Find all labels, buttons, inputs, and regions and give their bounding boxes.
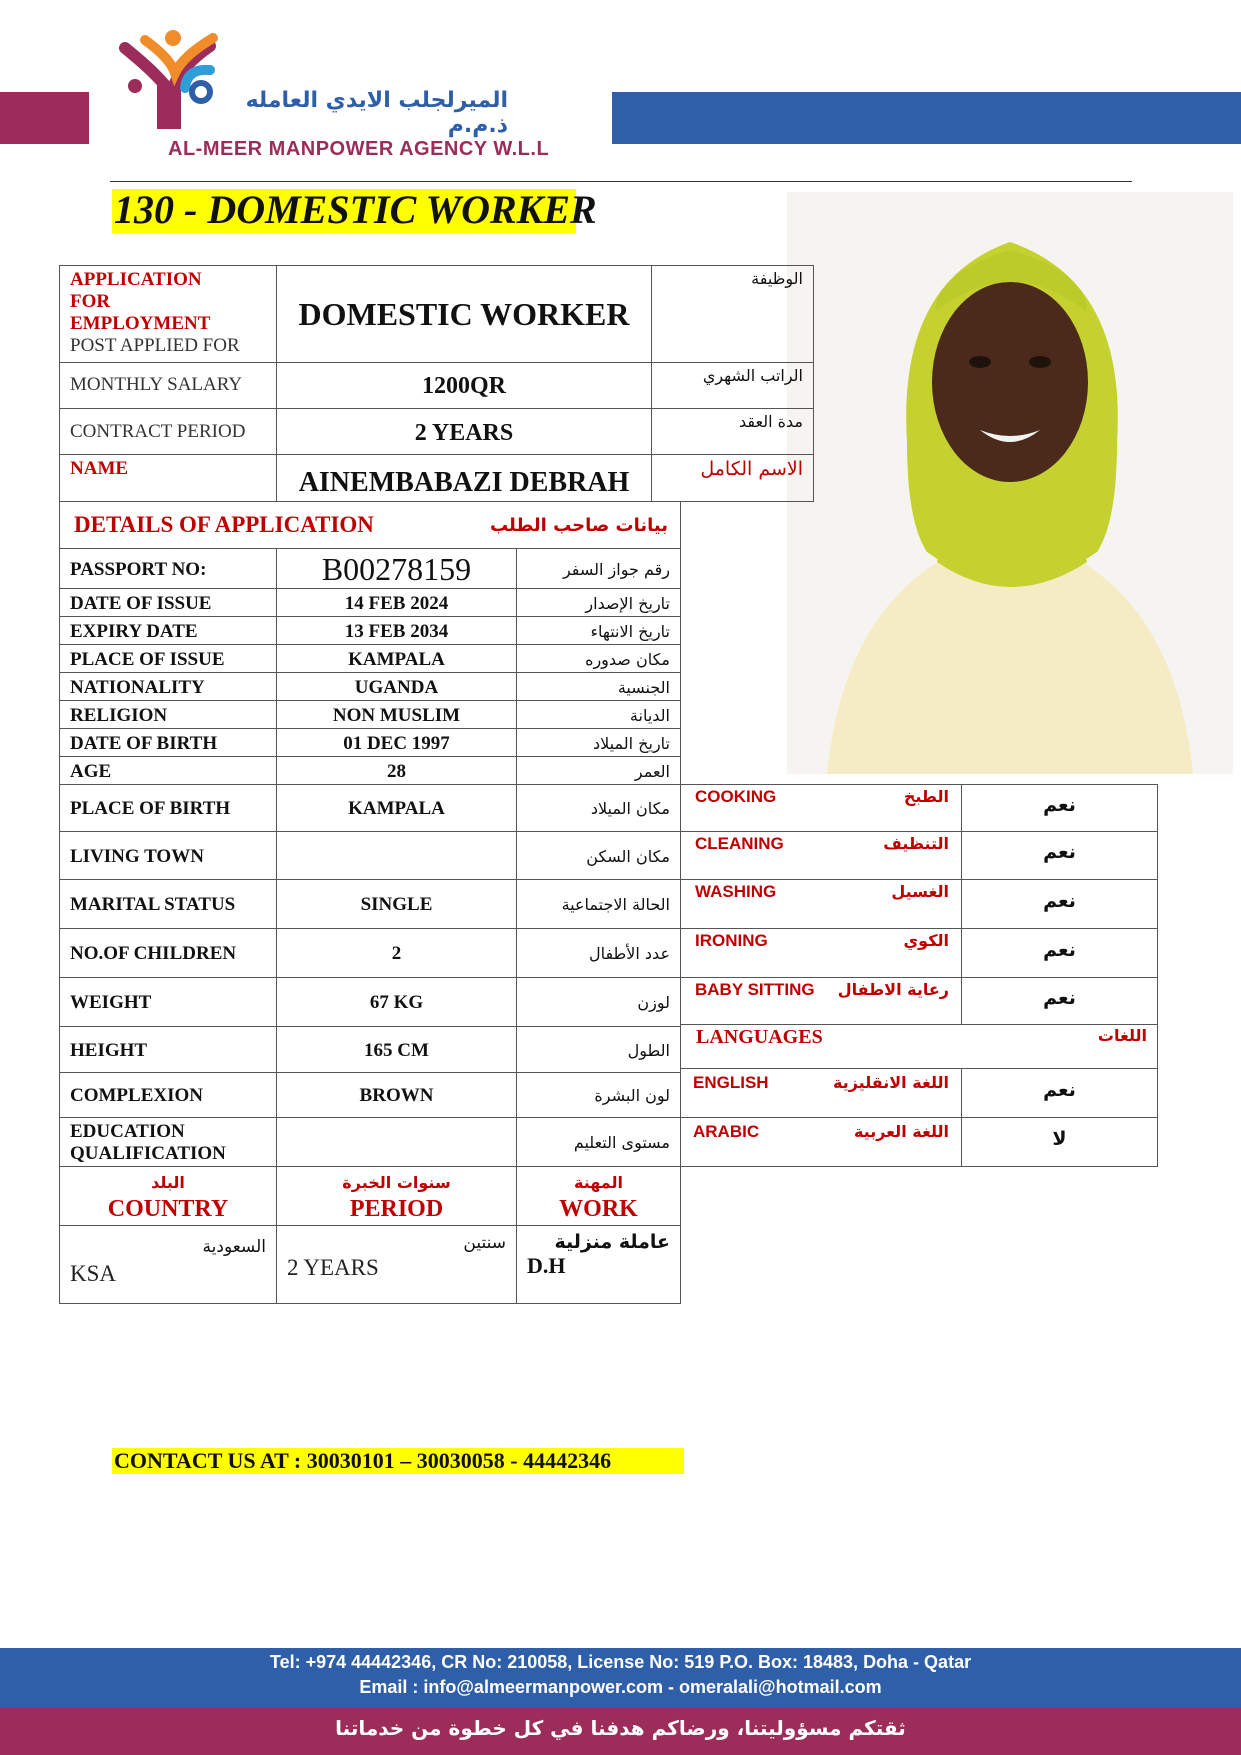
detail-value: SINGLE [276,879,517,929]
detail-label: EXPIRY DATE [59,616,277,645]
detail-value: 28 [276,756,517,785]
languages-heading [680,1024,1158,1069]
detail-arabic-label: الحالة الاجتماعية [516,879,681,929]
skill-name-en: BABY SITTING [695,980,815,999]
detail-label: AGE [59,756,277,785]
header-bar-left [0,92,89,144]
detail-label: EDUCATION QUALIFICATION [59,1117,277,1167]
application-label-3: EMPLOYMENT [70,313,211,334]
application-label-1: APPLICATION [70,269,202,290]
period-value-cell [276,1225,517,1304]
contract-arabic-label: مدة العقد [651,408,814,455]
skill-name-en: COOKING [695,787,777,806]
skill-name-ar: الطبخ [903,787,949,806]
details-heading-en: DETAILS OF APPLICATION [74,512,374,537]
post-value: DOMESTIC WORKER [298,295,630,332]
detail-value: 67 KG [276,977,517,1027]
footer-slogan: ثقتكم مسؤوليتنا، ورضاكم هدفنا في كل خطوة من خدماتنا [335,1716,906,1740]
detail-value: UGANDA [276,672,517,701]
contact-line: CONTACT US AT : 30030101 – 30030058 - 44442346 [114,1448,612,1473]
salary-label: MONTHLY SALARY [59,362,277,409]
agency-logo-icon [115,28,235,138]
detail-value [276,831,517,880]
detail-value: 14 FEB 2024 [276,588,517,617]
language-name-ar: اللغة العربية [853,1122,949,1141]
detail-label: PLACE OF ISSUE [59,644,277,673]
detail-arabic-label: الجنسية [516,672,681,701]
country-header-ar: البلد [151,1173,185,1192]
detail-arabic-label: لوزن [516,977,681,1027]
skill-answer: نعم [961,977,1158,1025]
detail-label: DATE OF ISSUE [59,588,277,617]
detail-label: RELIGION [59,700,277,729]
detail-arabic-label: العمر [516,756,681,785]
skill-name-cell [680,977,962,1025]
detail-arabic-label: تاريخ الميلاد [516,728,681,757]
salary-arabic-label: الراتب الشهري [651,362,814,409]
country-value: KSA [70,1261,117,1286]
skill-name-ar: الكوي [903,931,949,950]
detail-label: HEIGHT [59,1026,277,1073]
skill-name-cell [680,831,962,880]
name-value: AINEMBABAZI DEBRAH [276,454,652,502]
detail-arabic-label: الديانة [516,700,681,729]
detail-value: 13 FEB 2034 [276,616,517,645]
work-value-cell [516,1225,681,1304]
country-value-cell [59,1225,277,1304]
contract-label: CONTRACT PERIOD [59,408,277,455]
detail-arabic-label: تاريخ الإصدار [516,588,681,617]
detail-value: KAMPALA [276,644,517,673]
period-header-ar: سنوات الخبرة [342,1173,451,1192]
work-value: D.H [527,1253,566,1278]
work-header [516,1166,681,1226]
skill-name-en: IRONING [695,931,768,950]
skill-answer: نعم [961,784,1158,832]
detail-arabic-label: مستوى التعليم [516,1117,681,1167]
languages-heading-ar: اللغات [1097,1026,1147,1045]
skill-name-en: CLEANING [695,834,784,853]
detail-label: MARITAL STATUS [59,879,277,929]
salary-value: 1200QR [276,362,652,409]
detail-label: DATE OF BIRTH [59,728,277,757]
detail-value: KAMPALA [276,784,517,832]
period-value: 2 YEARS [287,1255,379,1280]
detail-arabic-label: تاريخ الانتهاء [516,616,681,645]
detail-value: 01 DEC 1997 [276,728,517,757]
skill-answer: نعم [961,928,1158,978]
work-value-ar: عاملة منزلية [554,1231,670,1253]
language-name-en: ARABIC [693,1122,760,1141]
skill-answer: نعم [961,831,1158,880]
language-name-cell [680,1117,962,1167]
footer-email: Email : info@almeermanpower.com - omeralali@hotmail.com [359,1677,882,1697]
languages-heading-en: LANGUAGES [696,1026,823,1048]
skill-name-ar: رعاية الاطفال [837,980,949,999]
details-heading [59,501,681,549]
detail-arabic-label: عدد الأطفال [516,928,681,978]
detail-arabic-label: رقم جواز السفر [516,548,681,589]
language-name-ar: اللغة الانقليزية [833,1073,949,1092]
applicant-photo [787,192,1233,774]
work-header-ar: المهنة [573,1173,623,1192]
agency-name-arabic: الميرلجلب الايدي العامله ذ.م.م [245,88,508,138]
detail-value [276,1117,517,1167]
detail-label: WEIGHT [59,977,277,1027]
skill-name-ar: الغسيل [891,882,949,901]
detail-arabic-label: لون البشرة [516,1072,681,1118]
detail-arabic-label: الطول [516,1026,681,1073]
language-answer: نعم [961,1068,1158,1118]
period-value-ar: سنتين [463,1233,506,1253]
work-header-en: WORK [559,1196,638,1222]
skill-name-en: WASHING [695,882,777,901]
post-value-cell [276,265,652,363]
skill-name-ar: التنظيف [883,834,949,853]
detail-label: LIVING TOWN [59,831,277,880]
detail-arabic-label: مكان الميلاد [516,784,681,832]
country-value-ar: السعودية [202,1237,266,1257]
language-name-cell [680,1068,962,1118]
skill-name-cell [680,784,962,832]
page-title: 130 - DOMESTIC WORKER [114,187,597,232]
detail-value: 165 CM [276,1026,517,1073]
period-header-en: PERIOD [349,1196,444,1222]
detail-value: BROWN [276,1072,517,1118]
detail-label: COMPLEXION [59,1072,277,1118]
name-arabic-label: الاسم الكامل [651,454,814,502]
detail-arabic-label: مكان صدوره [516,644,681,673]
post-arabic-label: الوظيفة [651,265,814,363]
details-heading-ar: بيانات صاحب الطلب [489,514,668,536]
detail-value: B00278159 [276,548,517,589]
detail-label: NATIONALITY [59,672,277,701]
language-answer: لا [961,1117,1158,1167]
name-label: NAME [59,454,277,502]
detail-label: PASSPORT NO: [59,548,277,589]
agency-name-english: AL-MEER MANPOWER AGENCY W.L.L [168,138,550,160]
language-name-en: ENGLISH [693,1073,769,1092]
skill-name-cell [680,928,962,978]
detail-label: NO.OF CHILDREN [59,928,277,978]
post-label-cell [59,265,277,363]
country-header [59,1166,277,1226]
application-label-2: FOR [70,291,111,312]
detail-arabic-label: مكان السكن [516,831,681,880]
post-applied-label: POST APPLIED FOR [70,335,240,356]
detail-value: 2 [276,928,517,978]
country-header-en: COUNTRY [107,1196,229,1222]
detail-label: PLACE OF BIRTH [59,784,277,832]
header-bar-right [612,92,1241,144]
footer-address: Tel: +974 44442346, CR No: 210058, License No: 519 P.O. Box: 18483, Doha - Qatar [269,1652,972,1672]
detail-value: NON MUSLIM [276,700,517,729]
skill-answer: نعم [961,879,1158,929]
header-divider [110,181,1132,182]
period-header [276,1166,517,1226]
contract-value: 2 YEARS [276,408,652,455]
skill-name-cell [680,879,962,929]
